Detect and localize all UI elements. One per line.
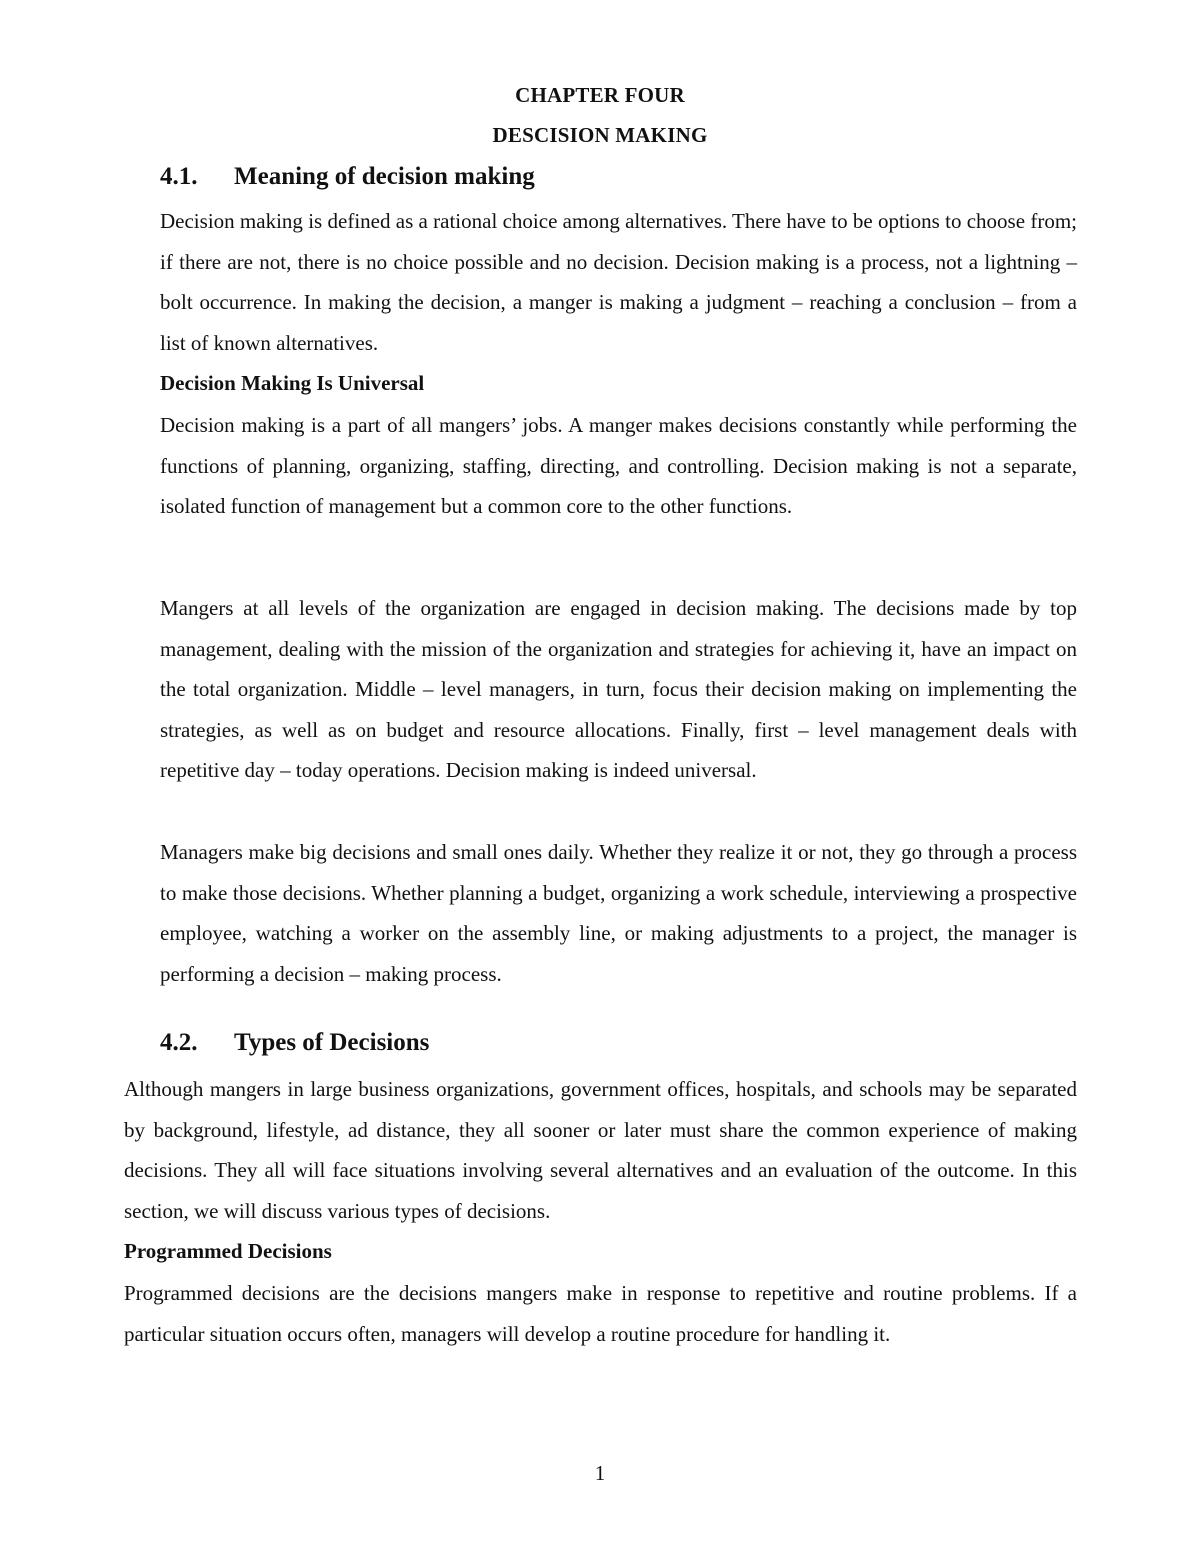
paragraph-universal-big-small: Managers make big decisions and small ones daily. Whether they realize it or not, they go through a process to make those decisions. Whether planning a budget, organizing a work schedule, interviewing a prospective employee, watching a worker on the assembly line, or making adjustments to a project, the manager is performing a decision – making process. [160,840,1077,986]
section-title: Meaning of decision making [234,163,535,190]
paragraph-programmed-decisions: Programmed decisions are the decisions mangers make in response to repetitive and routine problems. If a particular situation occurs often, managers will develop a routine procedure for handling it. [124,1281,1077,1346]
page-number: 1 [594,1461,606,1485]
subheading-decision-making-universal: Decision Making Is Universal [160,371,425,395]
paragraph-universal-part-of-jobs: Decision making is a part of all mangers’ jobs. A manger makes decisions constantly while performing the functions of planning, organizing, staffing, directing, and controlling. Decision making is not a separate, isolated function of management but a common core to the other functions. [160,413,1077,519]
paragraph-types-intro: Although mangers in large business organizations, government offices, hospitals, and schools may be separated by background, lifestyle, ad distance, they all sooner or later must share the common experience of making decisions. They all will face situations involving several alternatives and an evaluation of the outcome. In this section, we will discuss various types of decisions. [124,1077,1077,1223]
section-number: 4.2. [160,1029,198,1056]
section-title: Types of Decisions [234,1029,430,1056]
paragraph-meaning-definition: Decision making is defined as a rational choice among alternatives. There have to be options to choose from; if there are not, there is no choice possible and no decision. Decision making is a process, not a lightning – bolt occurrence. In making the decision, a manger is making a judgment – reaching a conclusion – from a list of known alternatives. [160,209,1077,355]
chapter-title-heading: DESCISION MAKING [492,123,708,147]
section-heading-4-2 [160,1029,429,1057]
chapter-number-heading: CHAPTER FOUR [515,83,685,107]
section-heading-4-1 [160,163,535,191]
subheading-programmed-decisions: Programmed Decisions [124,1239,332,1263]
section-number: 4.1. [160,163,198,190]
paragraph-universal-levels: Mangers at all levels of the organization are engaged in decision making. The decisions made by top management, dealing with the mission of the organization and strategies for achieving it, have an impact on the total organization. Middle – level managers, in turn, focus their decision making on implementing the strategies, as well as on budget and resource allocations. Finally, first – level management deals with repetitive day – today operations. Decision making is indeed universal. [160,596,1077,783]
